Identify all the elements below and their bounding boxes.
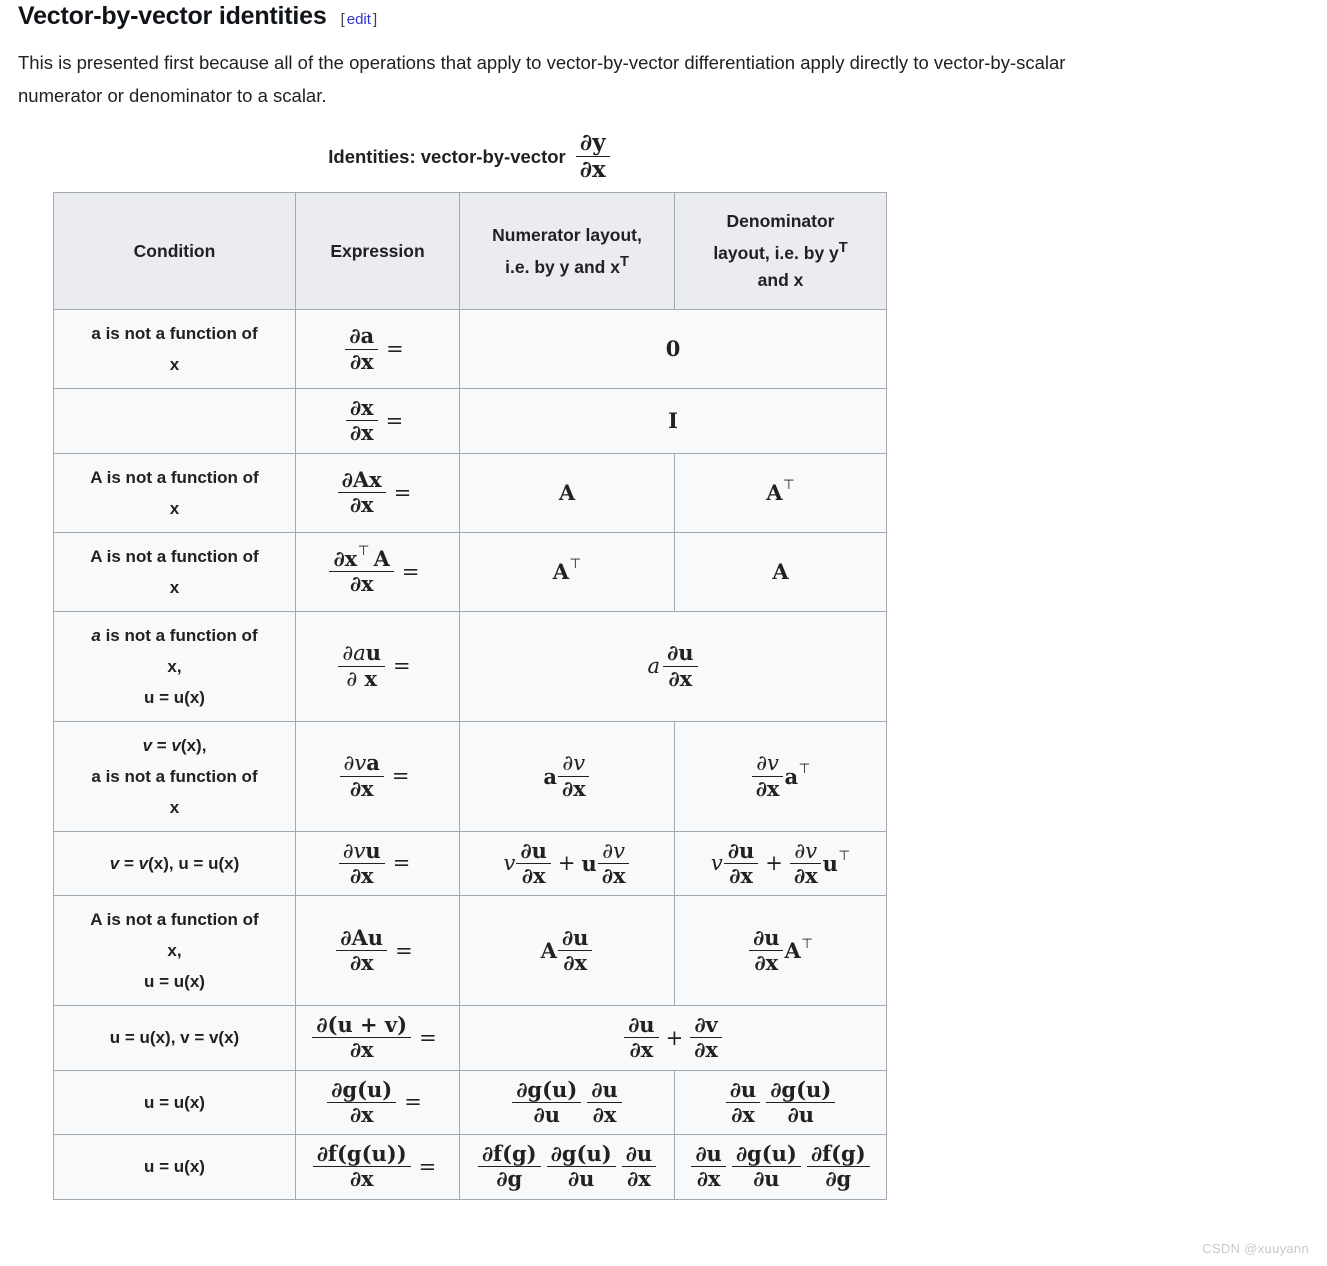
row-expression: $\frac{\partial(u + v)}{\partial x}$ = <box>296 1006 460 1071</box>
row-condition <box>54 1006 296 1071</box>
condition-line: x <box>169 498 180 518</box>
intro-paragraph <box>18 46 1327 112</box>
row-result-numerator: v $\frac{\partial u}{\partial x}$ + u $\frac{\partial v}{\partial x}$ <box>460 831 675 896</box>
row-result-numerator: $\frac{\partial g(u)}{\partial u}$ $\frac{\partial u}{\partial x}$ <box>460 1070 675 1135</box>
result-value: 0 <box>665 336 681 361</box>
condition-line: v = v(x), <box>142 735 207 755</box>
header-denominator-transpose: T <box>838 240 848 257</box>
condition-line: u = u(x) <box>144 972 205 991</box>
row-result-denominator: $\frac{\partial u}{\partial x}$ A⊤ <box>675 896 887 1006</box>
condition-line: A is not a function of <box>90 546 259 566</box>
row-expression: $\frac{\partial f(g(u))}{\partial x}$ = <box>296 1135 460 1200</box>
header-denominator-layout <box>675 193 887 310</box>
edit-link[interactable]: edit <box>346 11 371 28</box>
caption-fraction <box>576 131 610 183</box>
row-result-numerator: $\frac{\partial f(g)}{\partial g}$ $\frac{\partial g(u)}{\partial u}$ $\frac{\partial u}{\partial x}$ <box>460 1135 675 1200</box>
row-result-denominator: $\frac{\partial u}{\partial x}$ $\frac{\partial g(u)}{\partial u}$ <box>675 1070 887 1135</box>
row-expression: $\frac{\partial vu}{\partial x}$ = <box>296 831 460 896</box>
header-numerator-line-1: Numerator layout, <box>492 224 642 245</box>
table-row <box>54 453 887 532</box>
row-condition <box>54 389 296 454</box>
row-condition <box>54 1135 296 1200</box>
condition-line: a is not a function of <box>91 625 258 645</box>
table-row <box>54 721 887 831</box>
row-condition <box>54 310 296 389</box>
header-denominator-line-3: and x <box>757 269 804 290</box>
row-condition <box>54 611 296 721</box>
table-row <box>54 1070 887 1135</box>
identities-table <box>53 192 887 1200</box>
row-result-denominator: $\frac{\partial u}{\partial x}$ $\frac{\partial g(u)}{\partial u}$ $\frac{\partial f(g)}{\partial g}$ <box>675 1135 887 1200</box>
condition-line: u = u(x) <box>144 1157 205 1177</box>
header-condition: Condition <box>54 193 296 310</box>
table-row <box>54 611 887 721</box>
condition-line: u = u(x) <box>144 1092 205 1112</box>
condition-line: v = v(x), u = u(x) <box>109 853 240 873</box>
condition-line: u = u(x), v = v(x) <box>109 1028 240 1048</box>
condition-line: x <box>169 355 180 374</box>
edit-bracket-open: [ <box>340 11 345 28</box>
watermark: CSDN @xuuyann <box>1202 1241 1309 1256</box>
table-row <box>54 1135 887 1200</box>
header-denominator-line-1: Denominator <box>726 211 835 232</box>
row-expression: $\frac{\partial Ax}{\partial x}$ = <box>296 453 460 532</box>
table-row <box>54 896 887 1006</box>
condition-line: A is not a function of <box>90 910 259 929</box>
row-condition <box>54 1070 296 1135</box>
header-numerator-transpose: T <box>619 253 629 270</box>
table-row <box>54 1006 887 1071</box>
row-result-denominator: A <box>675 532 887 611</box>
intro-line-1: This is presented first because all of the operations that apply to vector-by-vector differentiation apply directly to vector-by-scalar <box>18 52 1066 73</box>
table-row <box>54 831 887 896</box>
edit-section-link-wrapper <box>341 11 378 28</box>
row-condition <box>54 896 296 1006</box>
row-result-denominator: v $\frac{\partial u}{\partial x}$ + $\frac{\partial v}{\partial x}$ u⊤ <box>675 831 887 896</box>
row-condition <box>54 831 296 896</box>
row-result-numerator: A⊤ <box>460 532 675 611</box>
condition-line: x, <box>167 941 182 960</box>
row-expression: $\frac{\partial x}{\partial x}$ = <box>296 389 460 454</box>
condition-line: a is not a function of <box>91 324 258 343</box>
header-denominator-line-2: layout, i.e. by y <box>713 242 839 263</box>
row-result-merged <box>460 310 887 389</box>
page-title: Vector-by-vector identities <box>18 2 327 30</box>
intro-line-2: numerator or denominator to a scalar. <box>18 85 327 106</box>
row-result-denominator: $\frac{\partial v}{\partial x}$ a⊤ <box>675 721 887 831</box>
condition-line: A is not a function of <box>90 467 259 487</box>
row-condition <box>54 532 296 611</box>
row-expression: $\frac{\partial a}{\partial x}$ = <box>296 310 460 389</box>
row-expression: $\frac{\partial au}{\partial x}$ = <box>296 611 460 721</box>
table-caption <box>53 131 886 183</box>
result-value: I <box>668 407 678 433</box>
caption-fraction-numerator: ∂y <box>576 131 610 157</box>
row-result-denominator: A⊤ <box>675 453 887 532</box>
header-expression: Expression <box>296 193 460 310</box>
row-result-numerator: A $\frac{\partial u}{\partial x}$ <box>460 896 675 1006</box>
condition-line: x, <box>167 656 182 676</box>
edit-bracket-close: ] <box>372 11 378 28</box>
table-row <box>54 389 887 454</box>
table-header-row <box>54 193 887 310</box>
row-result-merged: a $\frac{\partial u}{\partial x}$ <box>460 611 887 721</box>
caption-text: Identities: vector-by-vector <box>328 145 566 167</box>
table-row <box>54 310 887 389</box>
condition-line: x <box>169 577 180 597</box>
row-result-numerator: a $\frac{\partial v}{\partial x}$ <box>460 721 675 831</box>
header-numerator-layout <box>460 193 675 310</box>
row-result-merged: $\frac{\partial u}{\partial x}$ + $\frac{\partial v}{\partial x}$ <box>460 1006 887 1071</box>
row-result-numerator: A <box>460 453 675 532</box>
condition-line: u = u(x) <box>144 687 205 707</box>
condition-line: x <box>169 797 180 817</box>
row-condition <box>54 721 296 831</box>
header-numerator-line-2: i.e. by y and x <box>505 256 620 277</box>
row-result-merged <box>460 389 887 454</box>
section-heading <box>18 2 377 31</box>
table-row <box>54 532 887 611</box>
condition-line: a is not a function of <box>91 766 258 786</box>
row-expression: $\frac{\partial x^⊤ A}{\partial x}$ = <box>296 532 460 611</box>
row-expression: $\frac{\partial va}{\partial x}$ = <box>296 721 460 831</box>
caption-fraction-denominator: ∂x <box>579 156 606 184</box>
row-expression: $\frac{\partial Au}{\partial x}$ = <box>296 896 460 1006</box>
row-expression: $\frac{\partial g(u)}{\partial x}$ = <box>296 1070 460 1135</box>
row-condition <box>54 453 296 532</box>
